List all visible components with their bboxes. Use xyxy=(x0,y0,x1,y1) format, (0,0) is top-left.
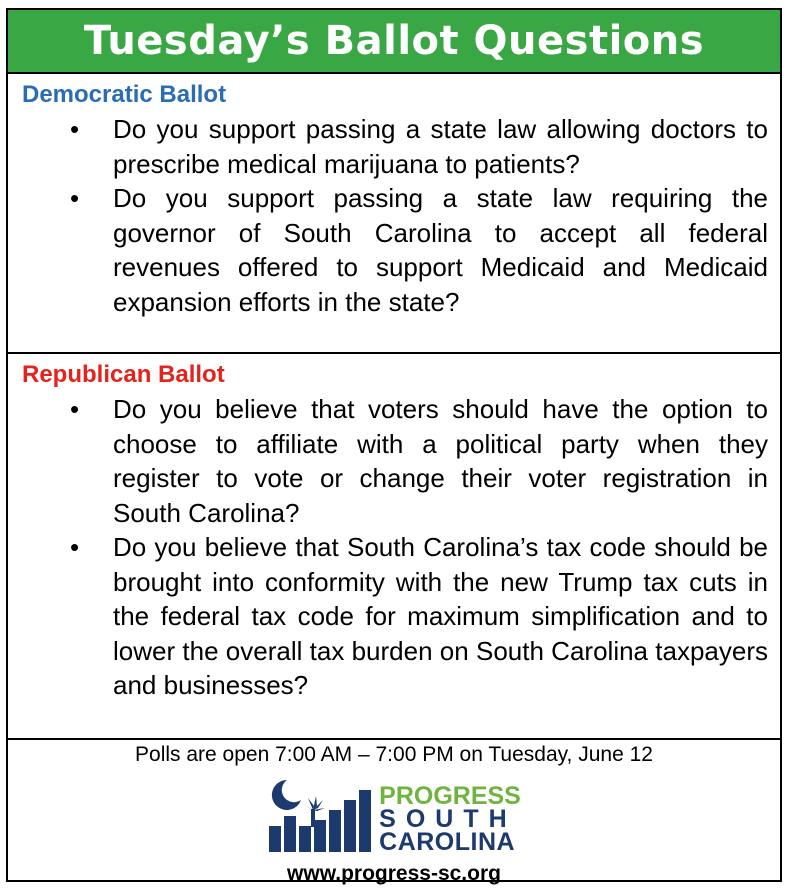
democratic-heading: Democratic Ballot xyxy=(22,81,227,108)
bullet-icon: • xyxy=(70,114,80,144)
list-item xyxy=(22,530,768,703)
democratic-questions xyxy=(22,112,768,319)
page-title: Tuesday’s Ballot Questions xyxy=(83,18,705,64)
bullet-icon: • xyxy=(70,394,80,424)
ballot-card xyxy=(6,8,782,885)
republican-section xyxy=(8,354,780,740)
list-item xyxy=(22,392,768,530)
progress-sc-logo xyxy=(8,776,780,854)
democratic-section xyxy=(8,74,780,354)
republican-heading: Republican Ballot xyxy=(22,361,225,388)
website-url[interactable]: www.progress-sc.org xyxy=(287,862,501,885)
title-bar xyxy=(8,10,780,74)
bullet-icon: • xyxy=(70,532,80,562)
footer xyxy=(8,740,780,886)
question-text: Do you support passing a state law allowing doctors to prescribe medical marijuana to patients? xyxy=(113,114,768,179)
question-text: Do you believe that voters should have the option to choose to affiliate with a political party when they register to vote or change their voter registration in South Carolina? xyxy=(113,394,768,528)
question-text: Do you support passing a state law requiring the governor of South Carolina to accept all federal revenues offered to support Medicaid and Medicaid expansion efforts in the state? xyxy=(113,183,768,317)
bullet-icon: • xyxy=(70,183,80,213)
logo-line-progress: PROGRESS xyxy=(379,782,521,810)
republican-questions xyxy=(22,392,768,703)
logo-line-south: SOUTH xyxy=(379,805,517,833)
list-item xyxy=(22,181,768,319)
palmetto-moon-icon xyxy=(267,776,373,854)
logo-wordmark xyxy=(379,782,521,856)
question-text: Do you believe that South Carolina’s tax code should be brought into conformity with the new Trump tax cuts in the federal tax code for maximum simplification and to lower the overall tax burden on South Carolina taxpayers and businesses? xyxy=(113,532,768,700)
polls-hours: Polls are open 7:00 AM – 7:00 PM on Tuesday, June 12 xyxy=(135,743,653,766)
logo-line-carolina: CAROLINA xyxy=(379,828,516,856)
list-item xyxy=(22,112,768,181)
